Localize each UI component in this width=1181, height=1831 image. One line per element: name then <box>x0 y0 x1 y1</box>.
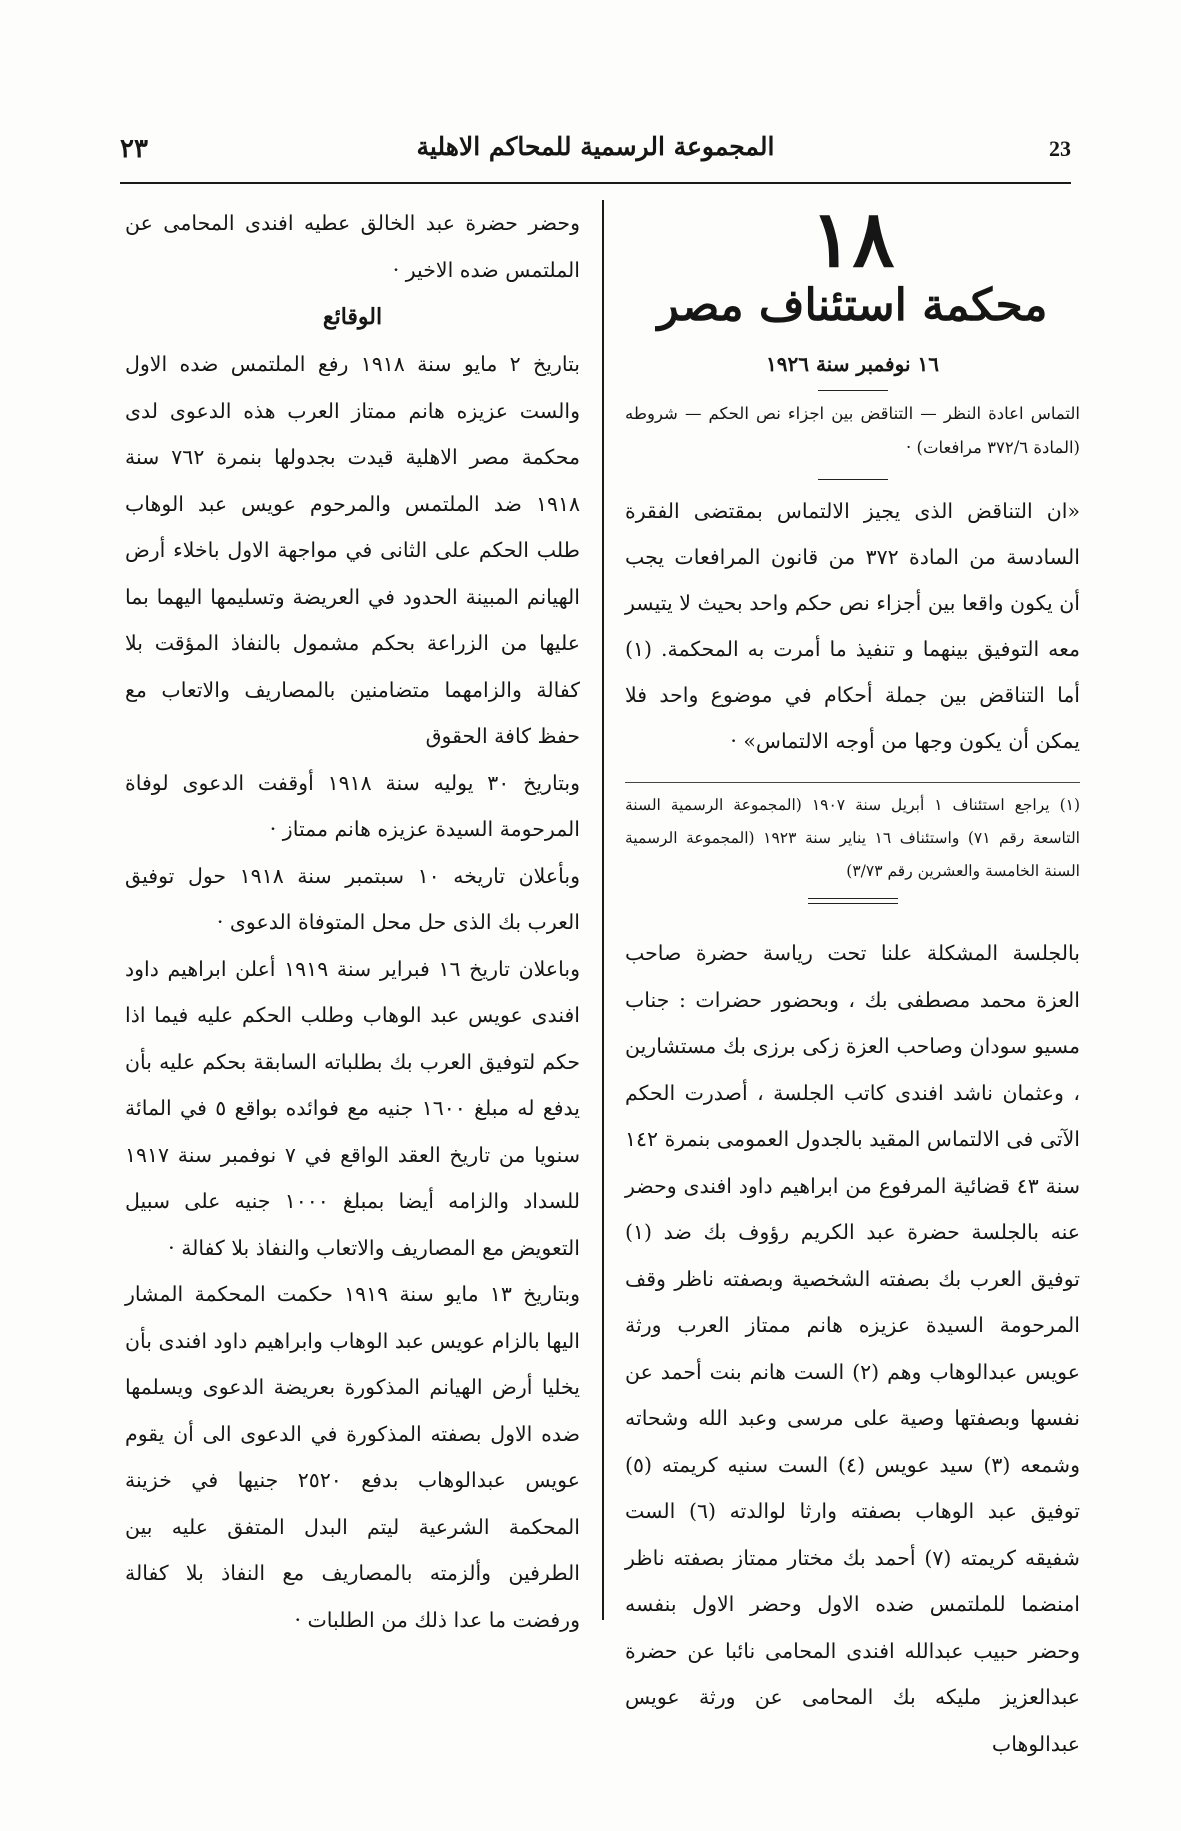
column-divider <box>602 200 604 1620</box>
right-column <box>625 194 1081 1767</box>
session-paragraph: بالجلسة المشكلة علنا تحت رياسة حضرة صاحب العزة محمد مصطفى بك ، وبحضور حضرات : جناب مسيو سودان وصاحب العزة زكى برزى بك مستشارين ، وعثمان ناشد افندى كاتب الجلسة ، أصدرت الحكم الآتى فى الالتماس المقيد بالجدول العمومى بنمرة ١٤٢ سنة ٤٣ قضائية المرفوع من ابراهيم داود افندى وحضر عنه بالجلسة حضرة عبد الكريم رؤوف بك ضد (١) توفيق العرب بك بصفته الشخصية وبصفته ناظر وقف المرحومة السيدة عزيزه هانم ممتاز العرب ورثة عويس عبدالوهاب وهم (٢) الست هانم بنت أحمد عن نفسها وبصفتها وصية على مرسى وعبد الله وشحاته وشمعه (٣) سيد عويس (٤) الست سنيه كريمته (٥) توفيق عبد الوهاب بصفته وارثا لوالدته (٦) الست شفيقه كريمته (٧) أحمد بك مختار ممتاز بصفته ناظر امنضما للملتمس ضده الاول وحضر الاول بنفسه وحضر حبيب عبدالله افندى المحامى نائبا عن حضرة عبدالعزيز مليكه بك المحامى عن ورثة عويس عبدالوهاب <box>625 941 1080 1756</box>
intro-paragraph: وحضر حضرة عبد الخالق عطيه افندى المحامى عن الملتمس ضده الاخير · <box>125 211 580 282</box>
case-date: ١٦ نوفمبر سنة ١٩٢٦ <box>766 352 939 376</box>
facts-heading: الوقائع <box>322 304 383 330</box>
facts-paragraph: وباعلان تاريخ ١٦ فبراير سنة ١٩١٩ أعلن ابراهيم داود افندى عويس عبد الوهاب وطلب الحكم عليه فيما اذا حكم لتوفيق العرب بك بطلباته السابقة بحكم عليه بأن يدفع له مبلغ ١٦٠٠ جنيه مع فوائده بواقع ٥ في المائة سنويا من تاريخ العقد الواقع في ٧ نوفمبر سنة ١٩١٧ للسداد والزامه أيضا بمبلغ ١٠٠٠ جنيه على سبيل التعويض مع المصاريف والاتعاب والنفاذ بلا كفالة · <box>125 956 581 1260</box>
double-divider <box>808 898 898 904</box>
running-title: المجموعة الرسمية للمحاكم الاهلية <box>416 132 775 161</box>
court-name: محكمة استئناف مصر <box>657 280 1048 331</box>
page-number-latin: 23 <box>1049 136 1071 161</box>
left-column <box>125 200 580 1643</box>
case-number: ١٨ <box>810 194 895 285</box>
short-divider <box>818 479 888 480</box>
page-header <box>120 128 1071 178</box>
facts-paragraph: وبتاريخ ٣٠ يوليه سنة ١٩١٨ أوقفت الدعوى لوفاة المرحومة السيدة عزيزه هانم ممتاز · <box>125 770 580 841</box>
facts-paragraph: وبأعلان تاريخه ١٠ سبتمبر سنة ١٩١٨ حول توفيق العرب بك الذى حل محل المتوفاة الدعوى · <box>125 863 580 934</box>
page-number-arabic: ٢٣ <box>120 134 148 164</box>
facts-paragraph: بتاريخ ٢ مايو سنة ١٩١٨ رفع الملتمس ضده الاول والست عزيزه هانم ممتاز العرب هذه الدعوى لدى محكمة مصر الاهلية قيدت بجدولها بنمرة ٧٦٢ سنة ١٩١٨ ضد الملتمس والمرحوم عويس عبد الوهاب طلب الحكم على الثانى في مواجهة الاول باخلاء أرض الهيانم المبينة الحدود في العريضة وتسليمها اليهما بما عليها من الزراعة بحكم مشمول بالنفاذ المؤقت بلا كفالة والزامهما متضامنين بالمصاريف والاتعاب مع حفظ كافة الحقوق <box>125 352 580 748</box>
facts-paragraph: وبتاريخ ١٣ مايو سنة ١٩١٩ حكمت المحكمة المشار اليها بالزام عويس عبد الوهاب وابراهيم داود افندى بأن يخليا أرض الهيانم المذكورة بعريضة الدعوى ويسلمها ضده الاول بصفته المذكورة في الدعوى الى أن يقوم عويس عبدالوهاب بدفع ٢٥٢٠ جنيها في خزينة المحكمة الشرعية ليتم البدل المتفق عليه بين الطرفين وألزمته بالمصاريف مع النفاذ بلا كفالة ورفضت ما عدا ذلك من الطلبات · <box>125 1282 580 1632</box>
header-rule <box>120 182 1071 184</box>
case-summary: التماس اعادة النظر — التناقض بين اجزاء نص الحكم — شروطه (المادة ٣٧٢/٦ مرافعات) · <box>625 404 1080 457</box>
legal-principle: «ان التناقض الذى يجيز الالتماس بمقتضى الفقرة السادسة من المادة ٣٧٢ من قانون المرافعات يجب أن يكون واقعا بين أجزاء نص حكم واحد بحيث لا يتيسر معه التوفيق بينهما و تنفيذ ما أمرت به المحكمة. (١) أما التناقض بين جملة أحكام في موضوع واحد فلا يمكن أن يكون وجها من أوجه الالتماس» · <box>625 499 1080 753</box>
footnote-rule <box>625 782 1080 783</box>
footnote: (١) يراجع استئناف ١ أبريل سنة ١٩٠٧ (المجموعة الرسمية السنة التاسعة رقم ٧١) واستئناف ١٦ يناير سنة ١٩٢٣ (المجموعة الرسمية السنة الخامسة والعشرين رقم ٣/٧٣) <box>625 796 1081 880</box>
short-divider <box>818 390 888 391</box>
